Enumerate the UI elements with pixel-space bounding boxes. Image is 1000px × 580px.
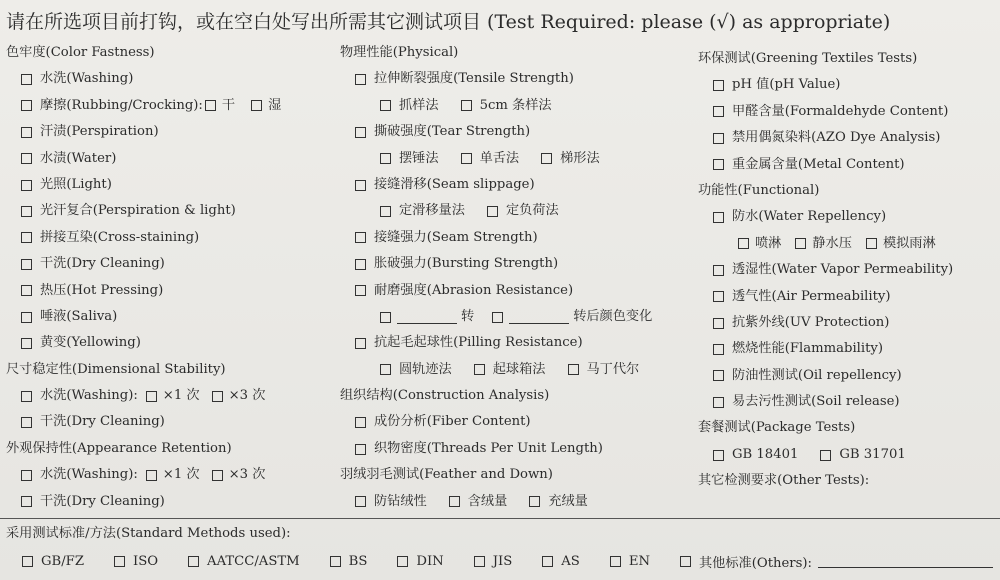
checkbox-hot-pressing[interactable]	[21, 285, 32, 296]
checkbox-metal[interactable]	[713, 159, 724, 170]
checkbox-circular[interactable]	[380, 364, 391, 375]
checkbox-formaldehyde[interactable]	[713, 106, 724, 117]
label-trapezoid: 梯形法	[560, 150, 600, 166]
checkbox-others[interactable]	[680, 556, 691, 567]
checkbox-en[interactable]	[610, 556, 621, 567]
label-uv: 抗紫外线(UV Protection)	[732, 314, 890, 330]
label-cross-staining: 拼接互染(Cross-staining)	[40, 229, 200, 245]
checkbox-gb18401[interactable]	[713, 450, 724, 461]
label-formaldehyde: 甲醛含量(Formaldehyde Content)	[732, 103, 949, 119]
label-bursting: 胀破强力(Bursting Strength)	[374, 256, 559, 272]
label-circular: 圆轨迹法	[399, 361, 452, 377]
checkbox-wvp[interactable]	[713, 265, 724, 276]
label-persp-light: 光汗复合(Perspiration & light)	[40, 203, 236, 219]
label-oil: 防油性测试(Oil repellency)	[732, 367, 902, 383]
section-package: 套餐测试(Package Tests)	[698, 420, 856, 436]
others-input-line[interactable]	[818, 555, 993, 568]
label-ph: pH 值(pH Value)	[732, 77, 841, 93]
checkbox-ds-washing[interactable]	[21, 391, 32, 402]
checkbox-water[interactable]	[21, 153, 32, 164]
label-en: EN	[628, 554, 650, 569]
checkbox-ds-dry-cleaning[interactable]	[21, 417, 32, 428]
label-fill: 充绒量	[548, 493, 588, 509]
label-iso: ISO	[132, 554, 159, 569]
checkbox-rain[interactable]	[866, 238, 877, 249]
label-gbfz: GB/FZ	[41, 554, 84, 569]
label-abrasion: 耐磨强度(Abrasion Resistance)	[374, 282, 574, 298]
label-saliva: 唾液(Saliva)	[40, 308, 118, 324]
checkbox-spray[interactable]	[738, 238, 749, 249]
label-rev: 转	[461, 308, 475, 324]
section-other-tests: 其它检测要求(Other Tests):	[698, 473, 870, 489]
checkbox-bs[interactable]	[330, 556, 341, 567]
label-rev-color: 转后颜色变化	[573, 308, 653, 324]
form-title: 请在所选项目前打钩，或在空白处写出所需其它测试项目 (Test Required: please (√) as appropriate)	[6, 11, 891, 33]
label-down-content: 含绒量	[467, 493, 508, 509]
left-column	[6, 40, 336, 515]
label-spray: 喷淋	[755, 235, 782, 251]
section-functional: 功能性(Functional)	[698, 182, 820, 198]
checkbox-aatcc[interactable]	[188, 556, 199, 567]
checkbox-uv[interactable]	[713, 318, 724, 329]
label-ap-washing: 水洗(Washing):	[40, 467, 138, 483]
label-gb18401: GB 18401	[732, 446, 799, 462]
methods-row	[22, 552, 993, 571]
checkbox-box[interactable]	[474, 364, 485, 375]
checkbox-fiber[interactable]	[355, 417, 366, 428]
checkbox-ap-dry-cleaning[interactable]	[21, 496, 32, 507]
label-strip: 5cm 条样法	[479, 97, 552, 113]
checkbox-water-rep[interactable]	[713, 212, 724, 223]
section-green: 环保测试(Greening Textiles Tests)	[698, 51, 918, 66]
label-martindale: 马丁代尔	[586, 361, 640, 377]
checkbox-dry-cleaning[interactable]	[21, 259, 32, 270]
label-metal: 重金属含量(Metal Content)	[732, 156, 905, 172]
label-ds-x1: ×1 次	[162, 388, 200, 404]
label-rubbing: 摩擦(Rubbing/Crocking):	[40, 97, 203, 113]
checkbox-cross-staining[interactable]	[21, 232, 32, 243]
label-dry-cleaning: 干洗(Dry Cleaning)	[40, 256, 165, 272]
label-light: 光照(Light)	[40, 176, 112, 192]
checkbox-gb31701[interactable]	[820, 450, 831, 461]
checkbox-gbfz[interactable]	[22, 556, 33, 567]
checkbox-perspiration[interactable]	[21, 127, 32, 138]
checkbox-ph[interactable]	[713, 80, 724, 91]
checkbox-saliva[interactable]	[21, 312, 32, 323]
checkbox-din[interactable]	[397, 556, 408, 567]
checkbox-iso[interactable]	[114, 556, 125, 567]
middle-column	[340, 40, 700, 515]
label-ap-dry-cleaning: 干洗(Dry Cleaning)	[40, 493, 165, 509]
label-box: 起球箱法	[492, 361, 546, 377]
checkbox-trapezoid[interactable]	[541, 153, 552, 164]
section-physical: 物理性能(Physical)	[340, 45, 459, 60]
label-ap-x3: ×3 次	[228, 467, 266, 483]
checkbox-abrasion[interactable]	[355, 285, 366, 296]
footer-divider	[0, 518, 1000, 519]
label-seam-strength: 接缝强力(Seam Strength)	[374, 229, 538, 245]
checkbox-rubbing[interactable]	[21, 100, 32, 111]
label-ds-washing: 水洗(Washing):	[40, 388, 138, 404]
label-as: AS	[561, 554, 580, 569]
label-rain: 模拟雨淋	[882, 235, 936, 251]
checkbox-fill[interactable]	[529, 496, 540, 507]
checkbox-strip[interactable]	[461, 100, 472, 111]
label-yellowing: 黄变(Yellowing)	[40, 335, 141, 351]
checkbox-rubbing-wet[interactable]	[251, 100, 262, 111]
checkbox-yellowing[interactable]	[21, 338, 32, 349]
label-ds-x3: ×3 次	[228, 388, 266, 404]
abrasion-color-blank[interactable]	[509, 311, 569, 324]
section-dimensional-stability: 尺寸稳定性(Dimensional Stability)	[6, 361, 226, 377]
methods-label: 采用测试标准/方法(Standard Methods used):	[6, 526, 291, 541]
label-threads: 织物密度(Threads Per Unit Length)	[374, 440, 603, 456]
label-single-tongue: 单舌法	[479, 150, 520, 166]
abrasion-rev-blank[interactable]	[397, 311, 457, 324]
section-feather: 羽绒羽毛测试(Feather and Down)	[340, 467, 553, 483]
checkbox-seam-strength[interactable]	[355, 232, 366, 243]
label-air: 透气性(Air Permeability)	[732, 288, 891, 304]
label-perspiration: 汗渍(Perspiration)	[40, 124, 159, 140]
label-din: DIN	[416, 554, 444, 569]
label-ap-x1: ×1 次	[162, 467, 200, 483]
label-pilling: 抗起毛起球性(Pilling Resistance)	[374, 335, 583, 351]
section-construction: 组织结构(Construction Analysis)	[340, 388, 550, 404]
checkbox-soil[interactable]	[713, 397, 724, 408]
label-tensile: 拉伸断裂强度(Tensile Strength)	[374, 71, 574, 87]
label-anti-drill: 防钻绒性	[374, 493, 427, 509]
checkbox-fixed-load[interactable]	[487, 206, 498, 217]
label-tear: 撕破强度(Tear Strength)	[374, 124, 531, 140]
checkbox-bursting[interactable]	[355, 259, 366, 270]
label-fixed-slip: 定滑移量法	[399, 203, 465, 219]
checkbox-anti-drill[interactable]	[355, 496, 366, 507]
section-appearance-retention: 外观保持性(Appearance Retention)	[6, 440, 232, 456]
label-rubbing-dry: 干	[221, 97, 236, 113]
label-soil: 易去污性测试(Soil release)	[732, 394, 900, 410]
checkbox-azo[interactable]	[713, 133, 724, 144]
checkbox-abrasion-rev[interactable]	[380, 312, 391, 323]
right-column	[698, 40, 998, 495]
label-fixed-load: 定负荷法	[505, 203, 559, 219]
label-seam-slippage: 接缝滑移(Seam slippage)	[374, 176, 535, 192]
checkbox-tear[interactable]	[355, 127, 366, 138]
checkbox-pilling[interactable]	[355, 338, 366, 349]
label-ds-dry-cleaning: 干洗(Dry Cleaning)	[40, 414, 165, 430]
label-water-rep: 防水(Water Repellency)	[732, 209, 887, 225]
checkbox-persp-light[interactable]	[21, 206, 32, 217]
section-color-fastness: 色牢度(Color Fastness)	[6, 45, 155, 60]
checkbox-jis[interactable]	[474, 556, 485, 567]
checkbox-fixed-slip[interactable]	[380, 206, 391, 217]
checkbox-pendulum[interactable]	[380, 153, 391, 164]
label-bs: BS	[348, 554, 368, 569]
checkbox-hydro[interactable]	[795, 238, 806, 249]
checkbox-washing[interactable]	[21, 74, 32, 85]
checkbox-ds-x3[interactable]	[212, 391, 223, 402]
checkbox-rubbing-dry[interactable]	[205, 100, 216, 111]
checkbox-flame[interactable]	[713, 344, 724, 355]
checkbox-light[interactable]	[21, 180, 32, 191]
label-washing: 水洗(Washing)	[40, 71, 134, 87]
label-wvp: 透湿性(Water Vapor Permeability)	[732, 262, 954, 278]
checkbox-ap-x1[interactable]	[146, 470, 157, 481]
label-jis: JIS	[492, 554, 513, 569]
checkbox-abrasion-color[interactable]	[492, 312, 503, 323]
label-water: 水渍(Water)	[40, 150, 117, 166]
checkbox-seam-slippage[interactable]	[355, 180, 366, 191]
label-hot-pressing: 热压(Hot Pressing)	[40, 282, 164, 298]
checkbox-oil[interactable]	[713, 370, 724, 381]
label-fiber: 成份分析(Fiber Content)	[374, 414, 531, 430]
checkbox-single-tongue[interactable]	[461, 153, 472, 164]
checkbox-threads[interactable]	[355, 444, 366, 455]
label-pendulum: 摆锤法	[399, 150, 439, 166]
label-hydro: 静水压	[812, 235, 852, 251]
checkbox-ds-x1[interactable]	[146, 391, 157, 402]
checkbox-ap-x3[interactable]	[212, 470, 223, 481]
checkbox-tensile[interactable]	[355, 74, 366, 85]
label-aatcc: AATCC/ASTM	[207, 554, 300, 569]
checkbox-ap-washing[interactable]	[21, 470, 32, 481]
checkbox-martindale[interactable]	[568, 364, 579, 375]
label-flame: 燃烧性能(Flammability)	[732, 341, 883, 357]
label-azo: 禁用偶氮染料(AZO Dye Analysis)	[732, 130, 941, 146]
checkbox-down-content[interactable]	[449, 496, 460, 507]
label-others: 其他标准(Others):	[698, 556, 812, 571]
label-gb31701: GB 31701	[839, 446, 906, 462]
label-rubbing-wet: 湿	[268, 97, 282, 113]
checkbox-as[interactable]	[542, 556, 553, 567]
label-grab: 抓样法	[399, 97, 439, 113]
checkbox-grab[interactable]	[380, 100, 391, 111]
checkbox-air[interactable]	[713, 291, 724, 302]
